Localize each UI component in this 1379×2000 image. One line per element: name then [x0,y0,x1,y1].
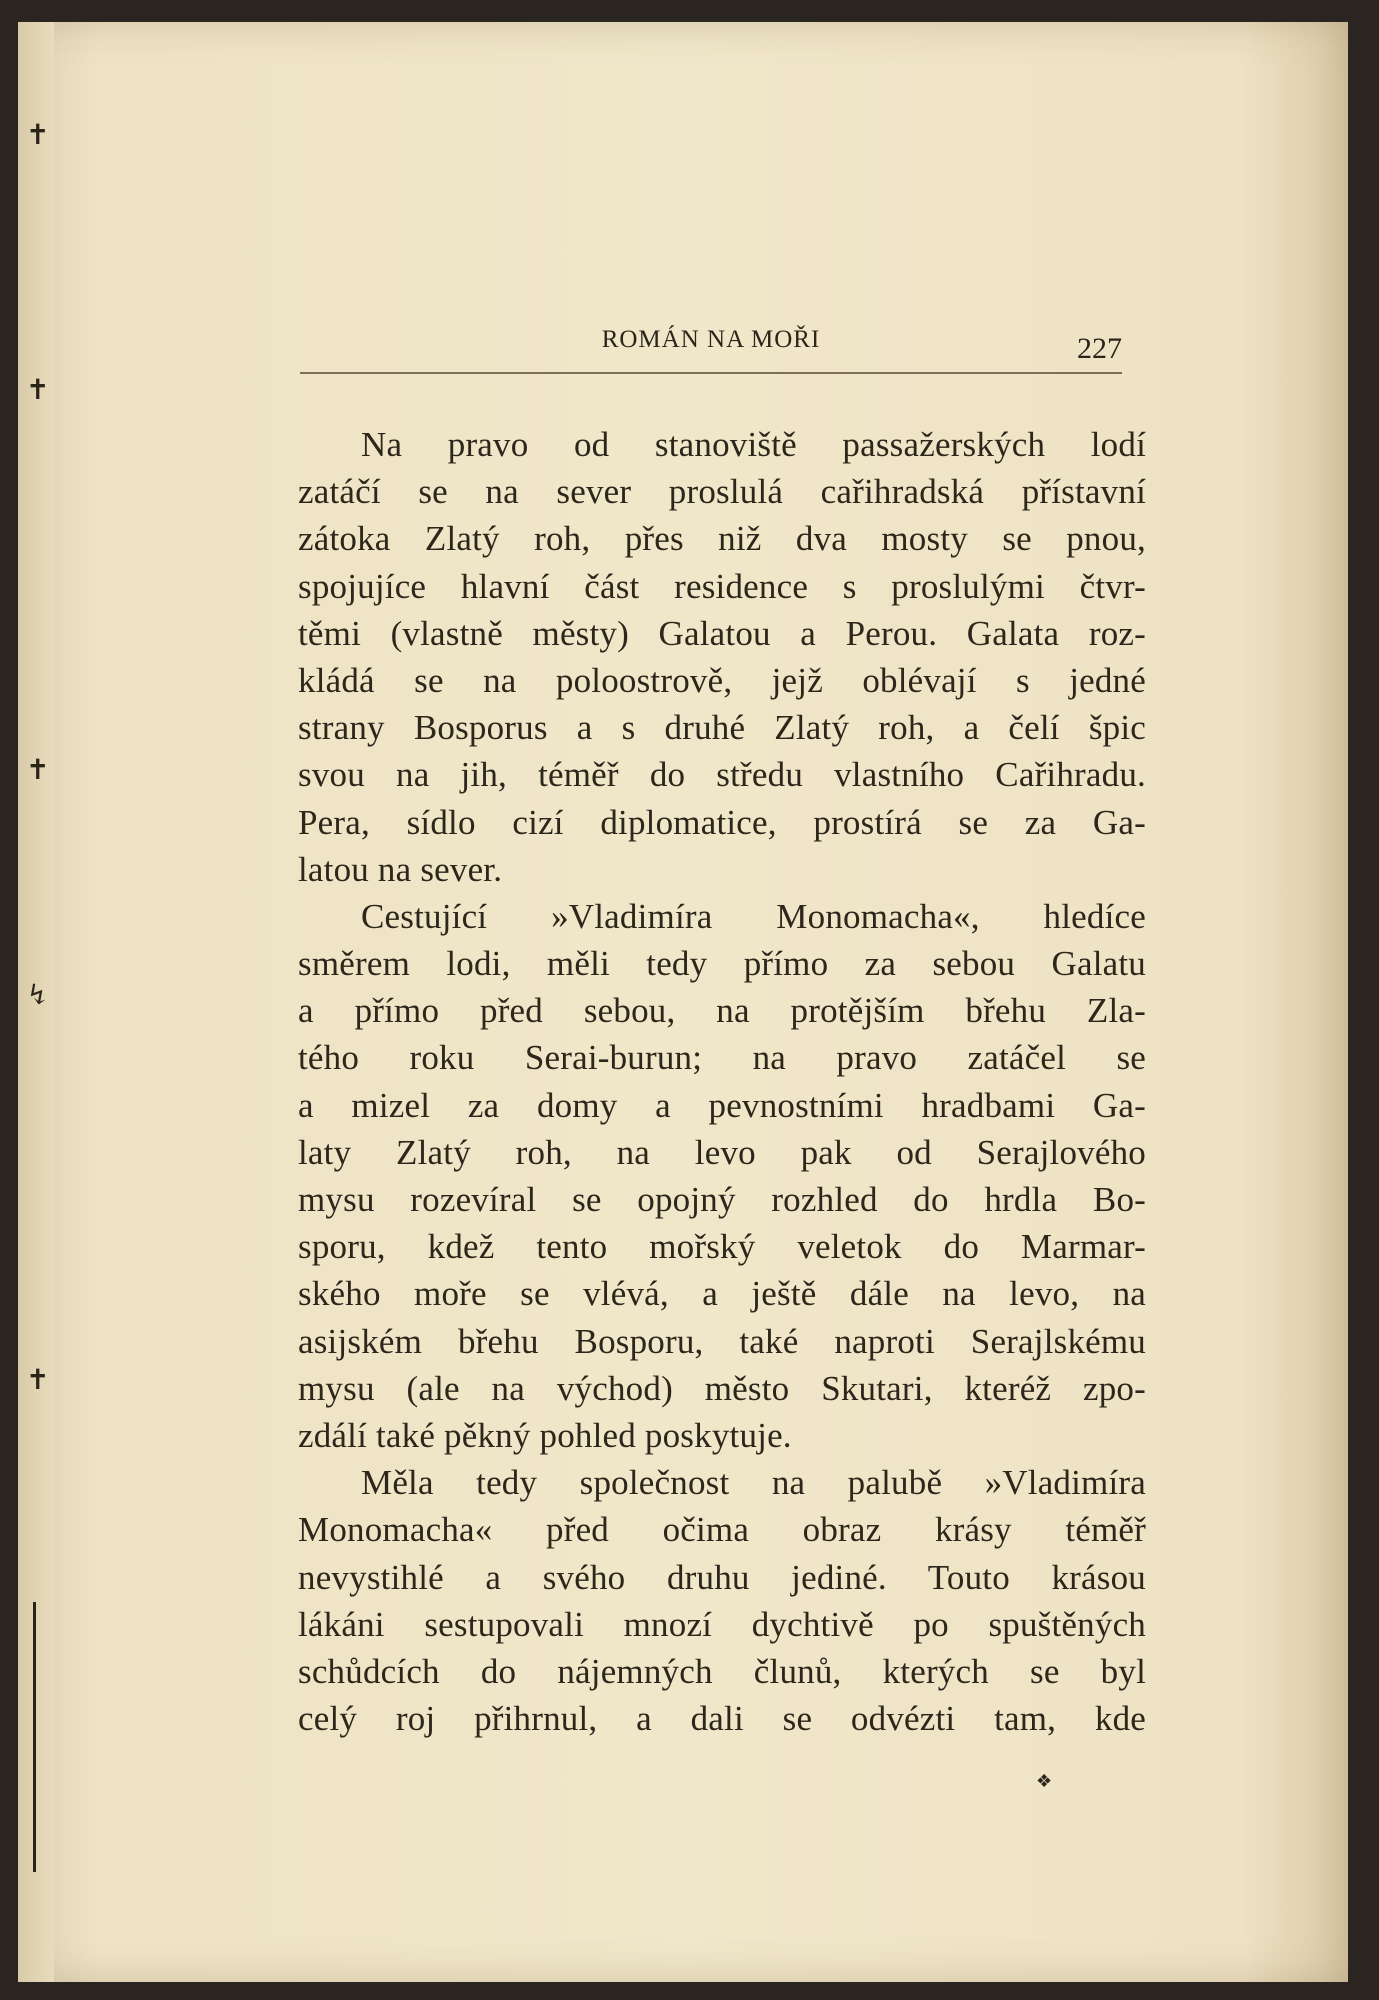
binding-thread-line [33,1602,36,1872]
text-line: zatáčí se na sever proslulá cařihradská přístavní [298,472,1146,512]
text-line: strany Bosporus a s druhé Zlatý roh, a čelí špic [298,708,1146,748]
text-line: Na pravo od stanoviště passažerských lodí [361,425,1146,464]
text-line: schůdcích do nájemných člunů, kterých se byl [298,1651,1146,1691]
text-line: celý roj přihrnul, a dali se odvézti tam, kde [298,1699,1146,1739]
text-line: mysu (ale na východ) město Skutari, kteréž zpo- [298,1368,1146,1408]
text-line: svou na jih, téměř do středu vlastního Cařihradu. [298,755,1146,795]
text-line: sporu, kdež tento mořský veletok do Marmar- [298,1227,1146,1267]
page-number: 227 [1077,332,1122,365]
text-line: a mizel za domy a pevnostními hradbami Ga- [298,1085,1146,1125]
book-page [18,22,1348,1982]
ink-mark-icon: ❖ [1036,1771,1053,1791]
text-line: Monomacha« před očima obraz krásy téměř [298,1510,1146,1550]
text-line: lákáni sestupovali mnozí dychtivě po spuštěných [298,1604,1146,1644]
binding-thread-mark: ↯ [26,980,50,1011]
text-line: mysu rozevíral se opojný rozhled do hrdla Bo- [298,1180,1146,1219]
running-head [300,322,1122,374]
binding-thread-mark: ✝ [26,755,50,786]
text-line: spojujíce hlavní část residence s proslulými čtvr- [298,566,1146,606]
binding-thread-mark: ✝ [26,375,50,406]
text-line: ského moře se vlévá, a ještě dále na levo, na [298,1274,1146,1314]
binding-thread-mark: ✝ [26,120,50,151]
text-line: kládá se na poloostrově, jejž oblévají s jedné [298,660,1146,700]
text-line: laty Zlatý roh, na levo pak od Serajlového [298,1132,1146,1172]
running-title: ROMÁN NA MOŘI [601,326,821,353]
body-text [298,421,1146,1742]
text-line: zátoka Zlatý roh, přes niž dva mosty se pnou, [298,519,1146,559]
text-line: tého roku Serai-burun; na pravo zatáčel se [298,1038,1146,1078]
text-line: a přímo před sebou, na protějším břehu Zla- [298,991,1146,1031]
binding-thread-mark: ✝ [26,1365,50,1396]
text-line: asijském břehu Bosporu, také naproti Serajlskému [298,1321,1146,1361]
text-line: těmi (vlastně městy) Galatou a Perou. Galata roz- [298,613,1146,653]
text-line: nevystihlé a svého druhu jediné. Touto krásou [298,1557,1146,1597]
text-line: Měla tedy společnost na palubě »Vladimíra [361,1463,1146,1503]
text-line: směrem lodi, měli tedy přímo za sebou Galatu [298,944,1146,984]
text-line: zdálí také pěkný pohled poskytuje. [298,1415,792,1455]
text-line: latou na sever. [298,849,503,889]
text-line: Cestující »Vladimíra Monomacha«, hledíce [361,896,1146,936]
text-line: Pera, sídlo cizí diplomatice, prostírá se za Ga- [298,802,1146,842]
